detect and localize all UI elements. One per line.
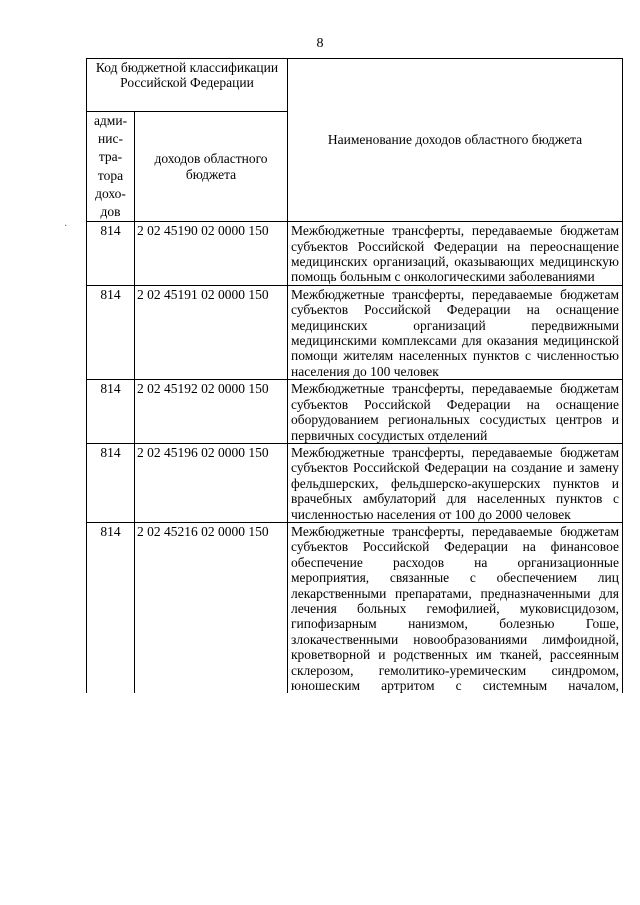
page-number: 8 [316, 36, 324, 51]
row-budget-code: 2 02 45216 02 0000 150 [135, 522, 288, 693]
row-income-name: Межбюджетные трансферты, передаваемые бюджетам субъектов Российской Федерации на оснащение оборудованием региональных сосудистых центров и первичных сосудистых отделений [288, 380, 623, 444]
row-admin-code: 814 [87, 380, 135, 444]
table-row [87, 285, 623, 379]
row-budget-code: 2 02 45192 02 0000 150 [135, 380, 288, 444]
margin-tick: · [64, 221, 68, 232]
table-row [87, 522, 623, 693]
header-budget-classification-code: Код бюджетной классификации Российской Федерации [87, 59, 288, 112]
row-income-name: Межбюджетные трансферты, передаваемые бюджетам субъектов Российской Федерации на финансовое обеспечение расходов на организационные мероприятия, связанные с обеспечением лиц лекарственными препаратами, предназначенными для лечения больных гемофилией, муковисцидозом, гипофизарным нанизмом, болезнью Гоше, злокачественными новообразованиями лимфоидной, кроветворной и родственных им тканей, рассеянным склерозом, гемолитико-уремическим синдромом, юношеским артритом с системным началом, [288, 522, 623, 693]
budget-income-table [86, 58, 623, 693]
header-administrator: адми-нис-тра-тора дохо-дов [87, 112, 135, 222]
table-row [87, 443, 623, 522]
row-income-name: Межбюджетные трансферты, передаваемые бюджетам субъектов Российской Федерации на создание и замену фельдшерских, фельдшерско-акушерских пунктов и врачебных амбулаторий для населенных пунктов с численностью населения от 100 до 2000 человек [288, 443, 623, 522]
row-budget-code: 2 02 45196 02 0000 150 [135, 443, 288, 522]
table-row [87, 380, 623, 444]
table-row [87, 222, 623, 286]
row-admin-code: 814 [87, 222, 135, 286]
header-income-name: Наименование доходов областного бюджета [288, 59, 623, 222]
header-regional-income: доходов областного бюджета [135, 112, 288, 222]
row-income-name: Межбюджетные трансферты, передаваемые бюджетам субъектов Российской Федерации на переоснащение медицинских организаций, оказывающих медицинскую помощь больным с онкологическими заболеваниями [288, 222, 623, 286]
row-budget-code: 2 02 45191 02 0000 150 [135, 285, 288, 379]
row-budget-code: 2 02 45190 02 0000 150 [135, 222, 288, 286]
row-income-name: Межбюджетные трансферты, передаваемые бюджетам субъектов Российской Федерации на оснащение медицинских организаций передвижными медицинскими комплексами для оказания медицинской помощи жителям населенных пунктов с численностью населения до 100 человек [288, 285, 623, 379]
row-admin-code: 814 [87, 443, 135, 522]
row-admin-code: 814 [87, 522, 135, 693]
table-header-row-group [87, 59, 623, 112]
row-admin-code: 814 [87, 285, 135, 379]
